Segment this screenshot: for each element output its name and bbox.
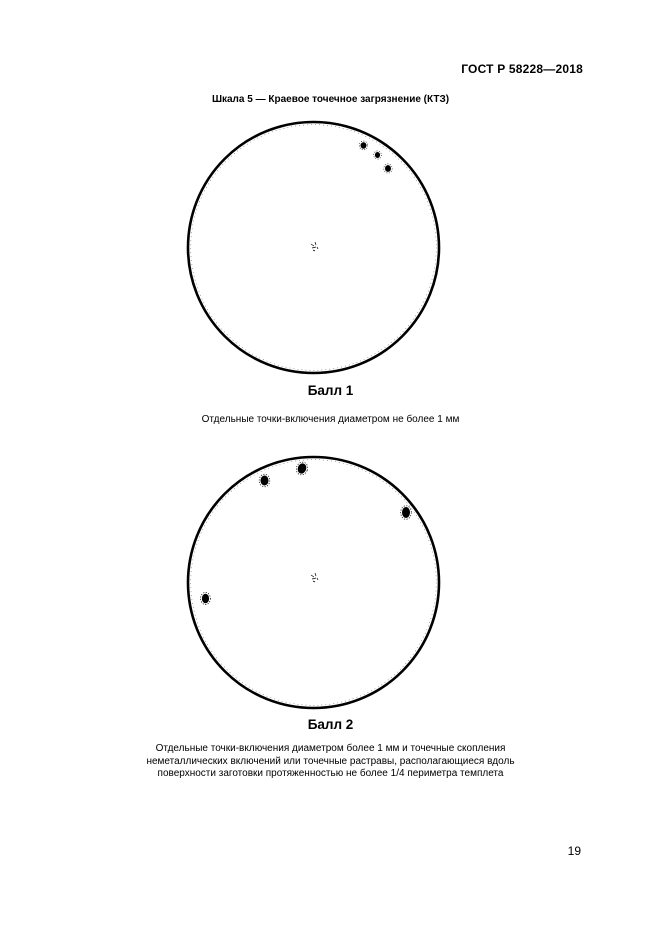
inclusion-spot [261,476,269,486]
document-header-code: ГОСТ Р 58228—2018 [461,62,583,76]
grade-2-description [0,743,661,781]
sample-disc-grade-2-figure [186,455,441,710]
grade-2-description-line: поверхности заготовки протяженностью не более 1/4 периметра темплета [157,768,504,779]
scale-title: Шкала 5 — Краевое точечное загрязнение (КТЗ) [211,94,450,105]
sample-disc-grade-1 [186,120,441,375]
inclusion-spot [202,594,209,604]
grade-2-description-line: Отдельные точки-включения диаметром более 1 мм и точечные скопления [155,743,506,754]
inclusion-spot [402,507,410,518]
disc-outline [188,457,439,708]
grade-1-description: Отдельные точки-включения диаметром не более 1 мм [201,414,460,425]
inclusion-dot [385,165,391,172]
grade-2-label: Балл 2 [307,717,354,732]
sample-disc-grade-1-figure [186,120,441,375]
page-number: 19 [567,844,581,858]
inclusion-dot [375,152,380,158]
grade-2-description-line: неметаллических включений или точечные растравы, располагающиеся вдоль [146,755,515,767]
sample-disc-grade-2 [186,455,441,710]
inclusion-dot [361,142,367,148]
grade-1-label: Балл 1 [307,383,354,398]
